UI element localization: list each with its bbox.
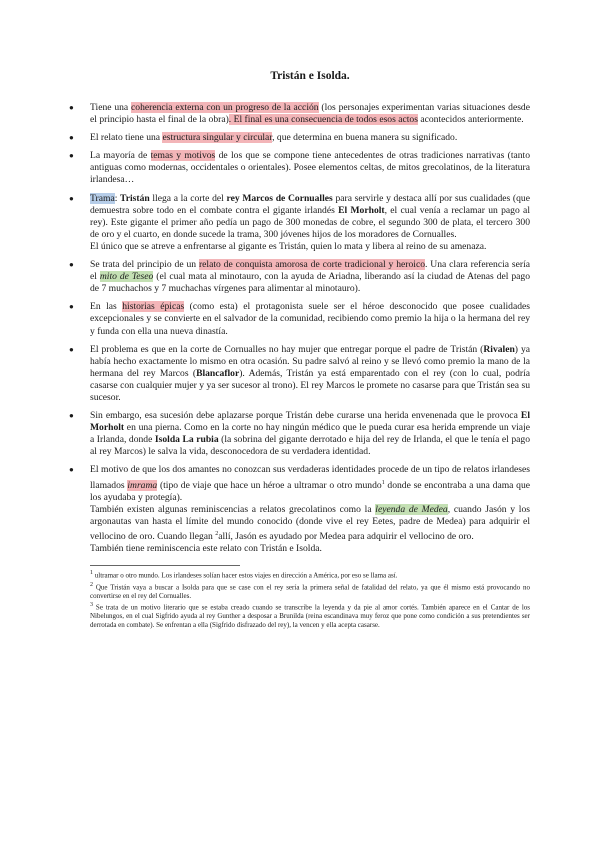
bullet-item-conquista [90, 259, 530, 295]
paragraph-continuation: El único que se atreve a enfrentarse al gigante es Tristán, quien lo mata y libera al reino de su amenaza. [90, 240, 487, 252]
text: : [114, 192, 121, 204]
text: (como esta) el protagonista suele ser el héroe desconocido que posee cualidades excepcionales y se convierte en el salvador de la comunidad, recibiendo como premio la hija o la hermana del rey y funda con ella una nueva dinastía. [90, 301, 530, 337]
text: allí, Jasón es ayudado por Medea para adquirir el vellocino de oro. [218, 531, 474, 543]
bold-name: El Morholt [90, 410, 530, 434]
bullet-item-motivo [90, 464, 530, 503]
text: Sin embargo, esa sucesión debe aplazarse porque Tristán debe curarse una herida envenenada que le provoca [90, 410, 521, 422]
text: para servirle y destaca allí por sus cualidades (que demuestra sobre todo en el combate contra el gigante irlandés [90, 192, 530, 216]
bullet-item-estructura [90, 132, 530, 144]
text: El motivo de que los dos amantes no conozcan sus verdaderas identidades procede de un tipo de relatos irlandeses llamados [90, 464, 530, 491]
footnote-1 [90, 569, 530, 580]
text: En las [90, 301, 123, 313]
highlight-red: imrama [127, 479, 158, 491]
footnote-number: 1 [90, 570, 93, 577]
bold-name: El Morholt [338, 204, 385, 216]
text: También existen algunas reminiscencias a relatos grecolatinos como la [90, 503, 376, 515]
text: en una pierna. Como en la corte no hay ningún médico que le pueda curar esa herida emprende un viaje a Irlanda, donde [90, 422, 530, 446]
footnote-number: 3 [90, 602, 93, 609]
text: ). Además, Tristán ya está emparentado con el rey (con lo cual, podría casarse con cualquier mujer y ya ser sucesor al trono). El rey Marcos le promete no casarse para que Tristán sea su sucesor. [90, 367, 531, 403]
bullet-list [90, 102, 530, 555]
bullet-item-epicas [90, 301, 530, 337]
footnote-text: Se trata de un motivo literario que se estaba creado cuando se transcribe la leyenda y da pie al amor cortés. También aparece en el Cantar de los Nibelungos, en el cual Sigfrido ayuda al rey Gunther a desposar a Brunilda (reina escandinava muy feroz que pone como condición a sus pretendientes ser derrotada en combate). Se enfrentan a ella (Sigfrido disfrazado del rey), la vencen y ella acepta casarse. [90, 603, 530, 630]
text: donde se encontraba a una dama que los ayudaba y protegía). [90, 479, 530, 503]
text: (el cual mata al minotauro, con la ayuda de Ariadna, liberando así la ciudad de Atenas del pago de 7 muchachos y 7 muchachas vírgenes para alimentar al minotauro). [90, 271, 530, 295]
bullet-item-sucesion [90, 410, 530, 458]
text: , cuando Jasón y los argonautas van hasta el límite del mundo conocido (donde vive el rey Eetes, padre de Medea) para adquirir el vellocino de oro. Cuando llegan [90, 503, 530, 543]
highlight-blue: Trama [90, 192, 115, 204]
highlight-red: historias épicas [122, 301, 185, 313]
text: (la sobrina del gigante derrotado e hija del rey de Irlanda, el que le tenía el pago al rey Marcos) le salva la vida, desconocedora de su verdadera identidad. [90, 434, 530, 458]
bold-name: Blancaflor [196, 367, 240, 379]
bullet-item-temas [90, 150, 530, 186]
footnote-number: 2 [90, 581, 93, 588]
highlight-red: . El final es una consecuencia de todos esos actos [228, 114, 418, 126]
bold-name: Isolda La rubia [154, 434, 219, 446]
footnote-text: Que Tristán vaya a buscar a Isolda para que se case con el rey sería la primera señal de fatalidad del relato, ya que él mismo está provocando no convertirse en el rey del Cornualles. [90, 583, 530, 601]
text: Tiene una [90, 102, 132, 113]
highlight-red: coherencia externa con un progreso de la acción [131, 102, 319, 113]
text: El problema es que en la corte de Cornualles no hay mujer que entregar porque el padre de Tristán ( [90, 343, 484, 355]
text: , el cual venía a reclamar un pago al rey). Este gigante el primer año pedía un pago de 300 monedas de cobre, el segundo 300 de plata, el tercero 300 de oro y el cuarto, en donde sucede la trama, 300 jóvenes hijos de los moradores de Cornualles. [90, 204, 530, 240]
bold-name: rey Marcos de Cornualles [226, 192, 333, 204]
footnote-ref: 1 [381, 479, 385, 486]
text: La mayoría de [90, 150, 151, 162]
paragraph-continuation [90, 504, 530, 543]
text: (los personajes experimentan varias situaciones desde el principio hasta el final de la obra) [90, 102, 530, 126]
highlight-red: estructura singular y circular [162, 132, 273, 144]
text: Se trata del principio de un [90, 259, 199, 271]
bullet-item-problema [90, 344, 530, 404]
highlight-red: temas y motivos [150, 150, 216, 162]
bold-name: Tristán [120, 192, 150, 204]
text: llega a la corte del [149, 192, 227, 204]
highlight-green: mito de Teseo [99, 271, 154, 283]
text: El relato tiene una [90, 132, 163, 144]
footnote-2 [90, 581, 530, 601]
highlight-red: relato de conquista amorosa de corte tradicional y heroico [198, 259, 425, 271]
document-title: Tristán e Isolda. [270, 70, 350, 82]
footnote-text: ultramar o otro mundo. Los irlandeses solían hacer estos viajes en dirección a América, por eso se llama así. [93, 571, 398, 580]
paragraph-continuation: También tiene reminiscencia este relato con Tristán e Isolda. [90, 543, 322, 555]
text: de los que se compone tiene antecedentes de otras tradiciones narrativas (tanto antiguas como modernas, occidentales o orientales). Posee elementos celtas, de mitos grecolatinos, de la literatura irlandesa… [90, 150, 530, 186]
highlight-green: leyenda de Medea [375, 503, 448, 515]
bold-name: Rivalen [483, 343, 515, 355]
text: , que determina en buena manera su significado. [272, 132, 458, 144]
text: . Una clara referencia sería el [90, 259, 530, 283]
footnote-separator [90, 565, 240, 566]
bullet-item-trama [90, 193, 530, 241]
text: ) ya había hecho exactamente lo mismo en otra ocasión. Su padre salvó al reino y se llevó como premio la mano de la hermana del rey Marcos ( [90, 343, 530, 379]
bullet-item-coherencia [90, 102, 530, 126]
text: (tipo de viaje que hace un héroe a ultramar o otro mundo [157, 479, 382, 491]
footnote-ref: 2 [215, 531, 219, 538]
text: acontecidos anteriormente. [417, 114, 524, 126]
footnote-3 [90, 601, 530, 630]
